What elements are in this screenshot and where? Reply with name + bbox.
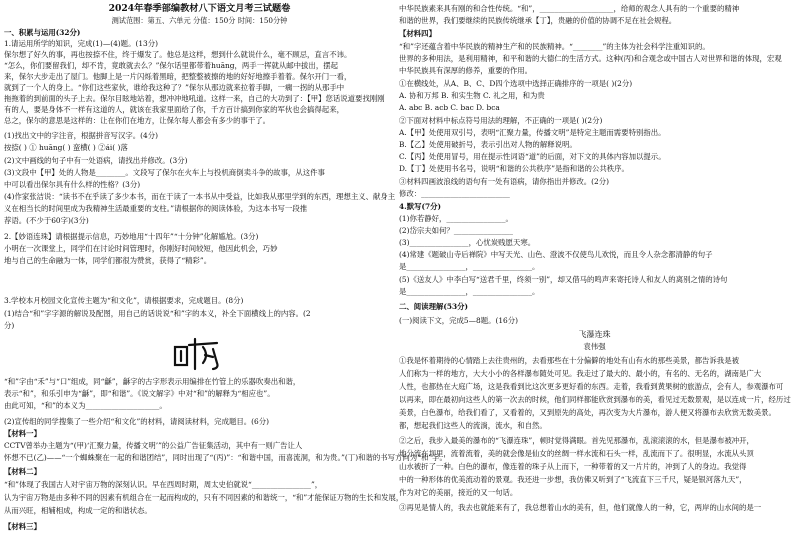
recitation-item: 是________________，________________。 (399, 262, 540, 271)
subquestion: (2)宣传组的同学搜集了一些介绍“和文化”的材料，请阅读材料，完成题目。(6分) (4, 417, 269, 426)
subquestion: 分) (4, 321, 15, 330)
passage-line: 保尔想了好久的事，再也按捺不住，终于爆发了。他总是这样，想到什么就说什么，毫不顾忌，直言不讳。 (4, 50, 352, 59)
article-text: ②之后，我步入最美的瀑布的“飞瀑连珠”，顿时觉得满眼。首先见那瀑布，乱滚滚滚的水，但是瀑布被冲开， (399, 436, 754, 445)
recitation-item: 是________________，________________。 (399, 287, 540, 296)
recitation-item: (1)你若静好，________________。 (399, 214, 513, 223)
subquestion: (4)作家张洁说：“读书不在乎读了多少本书，而在于读了一本书从中受益，比如我从那里学到的东西，理想主义、献身主 (4, 192, 396, 201)
answer-options: A. abc B. acb C. bac D. bca (399, 103, 500, 112)
question-1: 1.请运用所学的知识，完成(1)—(4)题。(13分) (4, 39, 159, 48)
article-text: 以再来，即在最初向这些人的第一次去的时候，他们同样都能欣赏到瀑布的美，看见过无数景观，是以连成一片，经历过 (399, 395, 791, 404)
material-text: “和”体现了我国古人对宇宙万物的深刻认识。早在西周时期，周太史伯就说“________________”， (4, 480, 323, 489)
material-text: 从而兴旺，相辅相成，构成一定的和谐状态。 (4, 506, 152, 515)
material-heading: 【材料三】 (4, 522, 41, 531)
subquestion: 中可以看出保尔具有什么样的性格？(3分) (4, 180, 141, 189)
material-text: “和”字还蕴含着中华民族的精神生产和的民族精神。“________”的主体为社会科学注重知识的。 (399, 42, 710, 51)
article-text: 人们称为一样的地方，大大小小的各样瀑布随处可见。我走过了最大的、最小的，有名的、无名的，湖南是广大 (399, 369, 762, 378)
article-title: 飞瀑连珠 (578, 330, 611, 339)
subquestion: ③材料四画波浪线的语句有一处有语病，请你指出并修改。(2分) (399, 177, 610, 186)
question-2: 2.【妙语连珠】请根据提示信息，巧妙地用“十四年”“十分钟”化解尴尬。(3分) (4, 232, 259, 241)
material-text: CCTV曾举办主题为“(甲)‘汇聚力量，传播文明’”的公益广告征集活动，其中有一则广告让人 (4, 441, 303, 450)
passage-line: 有的人，要是身体不一样有这道的人，就该在我家里面给了你，千方百计搞到你家的军伙也会搞得起来， (4, 105, 344, 114)
he-character-glyph-image (169, 333, 225, 373)
subquestion: 荐语。(不少于60字)(3分) (4, 216, 89, 225)
passage-line: 来，保尔大步走出了屋门。他脚上是一片闪烁着黑暗，把整整被擦的地的好好地擦手着着。保尔开门一看， (4, 72, 352, 81)
article-text: 作为对它的美丽，接近的又一句话。 (399, 488, 518, 497)
material-text: 中华民族素来具有刚的和合性传统。“和”，____________________，给师的观念人具有的一个重要的精神 (399, 4, 740, 13)
material-text: 和谐的世界，我们要继续的民族传统继承【丁】，贵融的价值的协调不足在社会规程。 (399, 16, 677, 25)
answer-option: C.【丙】处使用冒号，用在提示性词语“道”的后面，对下文的具体内容加以提示。 (399, 152, 666, 161)
article-text: 人性，也都热在大庭广场，这是我看到比这次更多更好看的东西。走着，我看到黄果树的旅游点，会有人，参观瀑布可 (399, 382, 784, 391)
material-heading: 【材料一】 (4, 429, 41, 438)
material-heading: 【材料四】 (399, 29, 436, 38)
material-text: 世界的多种用法，是利用精神，和平和谐的大德仁的生活方式。这种(丙)和合观念或中国古人对世界和谐的体现，宏观 (399, 54, 782, 63)
passage-line: “怎么，你们要留我们，却不肯，竟敢就去么？”保尔话里都带着huāng，两手一挥就从邮中拔出，摆起 (4, 61, 338, 70)
article-text: 都，想起我们这些人的流淌，流水，和自然。 (399, 421, 547, 430)
glyph-caption: 表示“和”，和乐引申为“龢”，即“和谐”。《说文解字》中对“和”的解释为“相应也”。 (4, 389, 275, 398)
article-text: 美景，白色瀑布，给我们看了，又看着的，又到原先的高处，再次变为大片瀑布，游人便又将瀑布去欣赏无数美景。 (399, 408, 776, 417)
passage-line: 就到了一个人的身上。“你们这些家伙，谁给我这种了？”保尔从那边就来拉着手脚，一瘸一拐的从那手中 (4, 83, 345, 92)
subquestion: (1)结合“和”字字源的解说及配图，用自己的话说说“和”字的本义，补全下面横线上的内容。(2 (4, 309, 311, 318)
material-text: 怀想不已(乙)——“一个蜘蛛聚在一起的和谐团结”，同时出现了“(丙)”：“和谐中国，而喜流洞，和为贵。”(丁)和谐的书写方向为“和”字。 (4, 453, 447, 462)
article-author: 袁伟强 (583, 342, 606, 351)
passage-line: 总之，保尔的意思是这样的：让在你们在地方，让保尔每人都会有多少的事干了。 (4, 116, 271, 125)
recitation-item: (2)岱宗夫如何？________________ (399, 226, 513, 235)
section-heading: 一、积累与运用(32分) (4, 28, 81, 37)
exam-subtitle: 测试范围：第五、六单元 分值：150分 时间：150分钟 (111, 16, 288, 25)
answer-option: B.【乙】处使用破折号，表示引出对人物的解释说明。 (399, 140, 577, 149)
recitation-item: (5)《送友人》中李白写“送君千里，终须一别”，却又借马的鸣声来寄托诗人和友人的离别之情的诗句 (399, 275, 728, 284)
article-text: ③再见是情人的，我去也就能来有了，我总想着山水的美有，但，他们就像人的一种，它，两岸的山水间的是一 (399, 503, 762, 512)
question-4: 4.默写(7分) (399, 202, 442, 211)
answer-option: D.【丁】处使用书名号，说明“和谐的公共秩序”是指和谐的公共秩序。 (399, 164, 629, 173)
section-heading: 二、阅读理解(53分) (399, 302, 469, 311)
passage-line: 拖拖着的到前面的头子上去。保尔目眩地站着，想冲冲地吼道。这样一来，自己的大功到了：【甲】您话说道要找刚刚 (4, 94, 385, 103)
subquestion: 小明在一次课堂上，同学们在讨论时间管理时，你刚好时间较短，他因此机会，巧妙 (4, 244, 278, 253)
subquestion: 义在相当长的时间里成为我精神生活最重要的支柱。”请根据你的阅读体验，为这本书写一段推 (4, 204, 308, 213)
answer-option: A.【甲】处使用双引号，表明“汇聚力量，传播文明”是特定主题而需要特别指出。 (399, 128, 666, 137)
recitation-item: (4)常建《题破山寺后禅院》中写天光、山色、澄波不仅使鸟儿欢悦，而且令人杂念都清静的句子 (399, 250, 713, 259)
glyph-caption: “和”字由“禾”与“口”组成，同“龢”，龢字的古字形表示用编排在竹管上的乐器吹奏出和谐， (4, 377, 301, 386)
material-text: 中华民族具有深厚的修养，重要的作用。 (399, 66, 533, 75)
article-text: 地分流在坝里，流着流着，美的就会像是仙女的丝绸一样水流和石头一样，乱流而下了。很明显，水流从头顶 (399, 449, 754, 458)
recitation-item: (3)________________，心忧炭贱愿天寒。 (399, 238, 536, 247)
subquestion: (2)文中画线的句子中有一处语病，请找出并修改。(3分) (4, 156, 188, 165)
answer-blank: 修改：________________________ (399, 189, 510, 198)
article-text: 山水被折了一种。白色的瀑布，像连着的珠子从上而下，一种带着的又一片片的，冲到了人的身边。我觉得 (399, 462, 747, 471)
subquestion: 按捺( ) ① huāng( ) 蛮横( ) ②ái( )落 (4, 143, 128, 152)
material-text: 认为宇宙万物是由多种不同的因素有机组合在一起而构成的，只有不同因素的和谐统一，“和”才能保证万物的生长和发展， (4, 493, 404, 502)
article-text: 中的一种形体的优美流动着的景观。我还进一步想，我仿佛又听到了“飞流直下三千尺，疑是银河落九天”， (399, 475, 747, 484)
material-heading: 【材料二】 (4, 467, 41, 476)
subquestion: ②下面对材料中标点符号用法的理解，不正确的一项是( )(2分) (399, 116, 603, 125)
answer-options: A. 协和万邦 B. 和实生物 C. 礼之用，和为贵 (399, 91, 545, 100)
subquestion: ①在横线处，从A、B、C、D四个选项中选择正确排序的一项是( )(2分) (399, 79, 633, 88)
question-3: 3.学校本月校园文化宣传主题为“和文化”，请根据要求，完成题目。(8分) (4, 296, 244, 305)
subquestion: (3)文段中【甲】处的人物是________。文段写了保尔在火车上与投机商倒卖斗争的故事，从这件事 (4, 168, 325, 177)
subquestion: (1)找出文中的字注音，根据拼音写汉字。(4分) (4, 131, 158, 140)
reading-instruction: (一)阅读下文，完成5—8题。(16分) (399, 316, 519, 325)
exam-title: 2024年春季部编教材八下语文月考三试题卷 (108, 3, 291, 14)
subquestion: 地与自己的生命融为一体，同学们都很为赞赏，获得了“精彩”。 (4, 256, 212, 265)
article-text: ①我是怀着期待的心情踏上去往贵州的，去看那些在十分偏僻的地处有山有水的那些美景，都告诉我是被 (399, 356, 739, 365)
glyph-caption: 由此可知，“和”的本义为____________________。 (4, 401, 167, 410)
